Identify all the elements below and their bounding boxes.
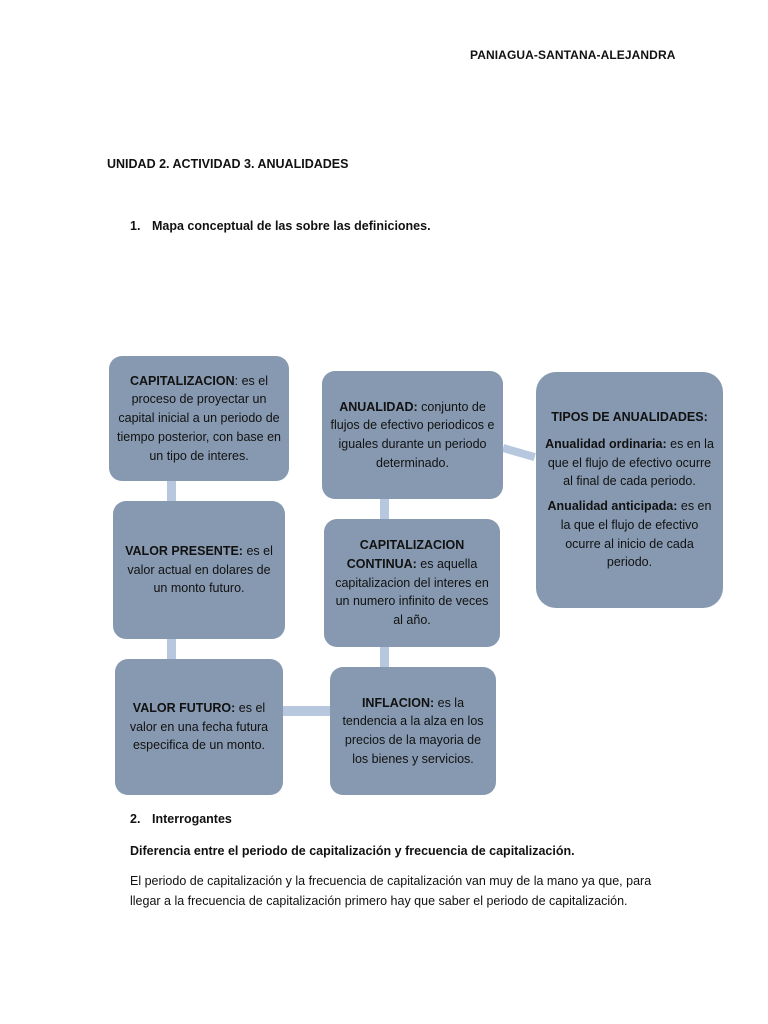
- def-capitalizacion-continua: es aquella capitalizacion del interes en un numero infinito de veces al año.: [335, 556, 489, 628]
- answer-paragraph: El periodo de capitalización y la frecuencia de capitalización van muy de la mano ya que, para llegar a la frecuencia de capitalización primero hay que saber el periodo de capitalización.: [130, 874, 652, 908]
- item-1-number: 1.: [130, 219, 141, 233]
- term-capitalizacion-continua: CAPITALIZACION CONTINUA:: [346, 538, 465, 571]
- def-inflacion: es la tendencia a la alza en los precios de la mayoria de los bienes y servicios.: [342, 695, 484, 766]
- connector-inf-cc: [380, 647, 389, 667]
- concept-capitalizacion: [109, 356, 289, 481]
- term-anualidad-ordinaria: Anualidad ordinaria:: [545, 436, 667, 451]
- def-anualidad-anticipada: es en la que el flujo de efectivo ocurre al inicio de cada periodo.: [560, 499, 712, 570]
- question-heading: Diferencia entre el periodo de capitalización y frecuencia de capitalización.: [130, 844, 575, 858]
- def-valor-presente: es el valor actual en dolares de un monto futuro.: [127, 543, 273, 596]
- item-2-number: 2.: [130, 812, 141, 826]
- connector-cc-an: [380, 499, 389, 519]
- def-valor-futuro: es el valor en una fecha futura especifica de un monto.: [129, 700, 269, 753]
- term-anualidad: ANUALIDAD:: [339, 399, 418, 414]
- concept-capitalizacion-continua: [324, 519, 500, 647]
- term-capitalizacion: CAPITALIZACION: [130, 373, 235, 388]
- unit-title: UNIDAD 2. ACTIVIDAD 3. ANUALIDADES: [107, 157, 349, 171]
- item-1-text: Mapa conceptual de las sobre las definiciones.: [152, 219, 431, 233]
- item-2-heading: [130, 810, 232, 828]
- concept-valor-presente: [113, 501, 285, 639]
- connector-cap-vp: [167, 481, 176, 501]
- concept-valor-futuro: [115, 659, 283, 795]
- term-inflacion: INFLACION:: [361, 695, 435, 710]
- def-capitalizacion: : es el proceso de proyectar un capital inicial a un periodo de tiempo posterior, con base en un tipo de interes.: [117, 373, 281, 463]
- term-anualidad-anticipada: Anualidad anticipada:: [547, 499, 678, 513]
- def-anualidad-ordinaria: es en la que el flujo de efectivo ocurre al final de cada periodo.: [547, 436, 714, 489]
- concept-tipos-de-anualidades: [536, 372, 723, 608]
- term-valor-presente: VALOR PRESENTE:: [125, 543, 243, 558]
- author-name: PANIAGUA-SANTANA-ALEJANDRA: [470, 48, 676, 62]
- concept-inflacion: [330, 667, 496, 795]
- def-anualidad: conjunto de flujos de efectivo periodicos e iguales durante un periodo determinado.: [330, 399, 495, 470]
- connector-vp-vf: [167, 639, 176, 659]
- item-2-text: Interrogantes: [152, 812, 232, 826]
- tipos-heading: TIPOS DE ANUALIDADES:: [551, 410, 708, 424]
- concept-anualidad: [322, 371, 503, 499]
- connector-an-tipos: [502, 444, 536, 461]
- term-valor-futuro: VALOR FUTURO:: [132, 700, 236, 715]
- item-1-heading: [130, 217, 431, 235]
- connector-vf-inf: [283, 706, 330, 716]
